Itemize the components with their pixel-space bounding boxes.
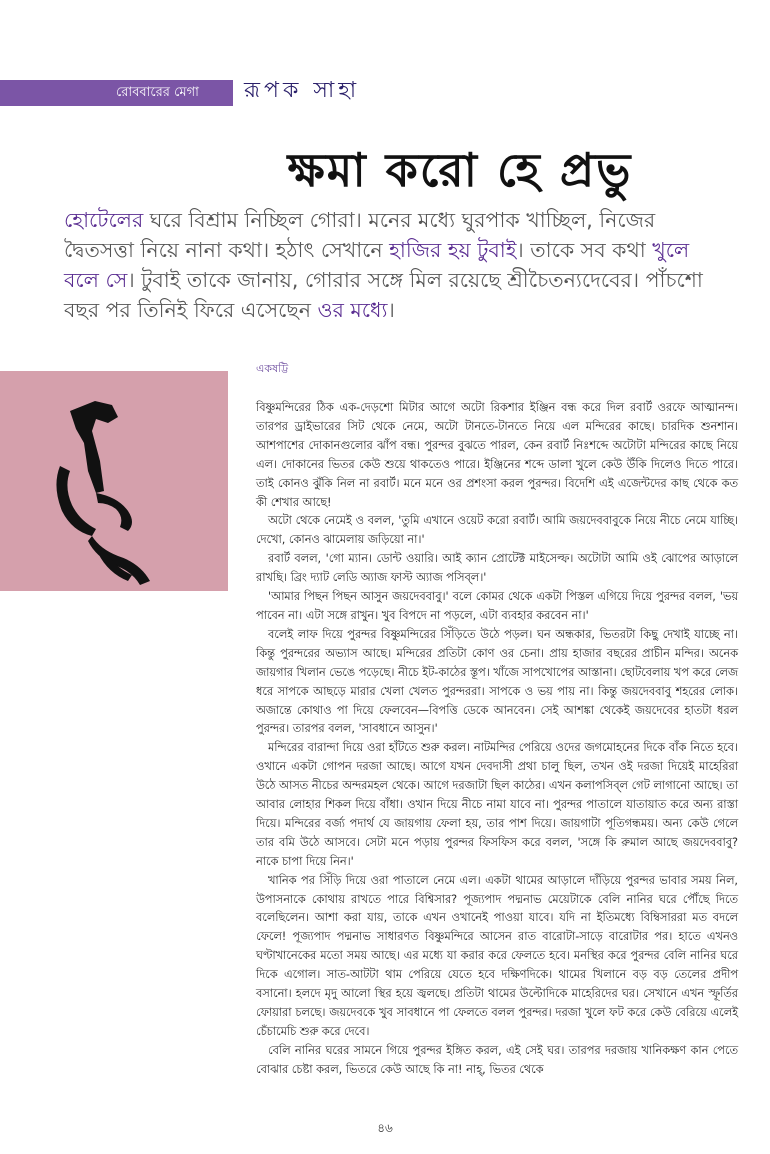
- body-paragraph: বলেই লাফ দিয়ে পুরন্দর বিষ্ণুমন্দিরের সিঁড়িতে উঠে পড়ল। ঘন অন্ধকার, ভিতরটা কিছু দেখাই যাচ্ছে না। কিন্তু পুরন্দরের অভ্যাস আছে। মন্দিরের প্রতিটা কোণ ওর চেনা। প্রায় হাজার বছরের প্রাচীন মন্দির। অনেক জায়গার খিলান ভেঙে পড়েছে। নীচে ইট-কাঠের স্তূপ। খাঁজে সাপখোপের আস্তানা। ছোটবেলায় খপ করে লেজ ধরে সাপকে আছড়ে মারার খেলা খেলত পুরন্দররা। সাপকে ও ভয় পায় না। কিন্তু জয়দেববাবু শহরের লোক। অজান্তে কোথাও পা দিয়ে ফেলবেন—বিপত্তি ডেকে আনবেন। সেই আশঙ্কা থেকেই জয়দেবের হাতটা ধরল পুরন্দর। তারপর বলল, 'সাবধানে আসুন।': [256, 627, 738, 736]
- page-number: ৪৬: [377, 1121, 393, 1135]
- article-body: [256, 399, 738, 1080]
- body-paragraph: রবার্ট বলল, 'গো ম্যান। ডোন্ট ওয়ারি। আই ক্যান প্রোটেক্ট মাইসেল্ফ। অটোটা আমি ওই ঝোপের আড়ালে রাখছি। ব্রিং দ্যাট লেডি অ্যাজ ফাস্ট অ্যাজ পসিব্‌ল।': [256, 552, 738, 585]
- intro-text: । তাকে সব কথা: [516, 238, 653, 262]
- intro-text: ঘরে বিশ্রাম নিচ্ছিল গোরা। মনের মধ্যে ঘুরপাক খাচ্ছিল, নিজের দ্বৈতসত্তা নিয়ে নানা কথা। হঠাৎ সেখানে: [64, 208, 656, 262]
- installment-tag: একষট্টি: [256, 362, 289, 375]
- intro-highlight: খুলে বলে সে: [64, 238, 690, 292]
- series-label: রোববারের মেগা: [116, 85, 199, 100]
- intro-summary: [64, 205, 724, 325]
- intro-highlight: হোটেলের: [64, 208, 144, 232]
- body-paragraph: বিষ্ণুমন্দিরের ঠিক এক-দেড়শো মিটার আগে অটো রিকশার ইঞ্জিন বন্ধ করে দিল রবার্ট ওরফে আত্মানন্দ। তারপর ড্রাইভারের সিট থেকে নেমে, অটো টানতে-টানতে নিয়ে এল মন্দিরের কাছে। চারদিক শুনশান। আশপাশের দোকানগুলোর ঝাঁপ বন্ধ। পুরন্দর বুঝতে পারল, কেন রবার্ট নিঃশব্দে অটোটা মন্দিরের কাছে নিয়ে এল। দোকানের ভিতর কেউ শুয়ে থাকতেও পারে। ইঞ্জিনের শব্দে ডালা খুলে কেউ উঁকি দিলেও দিতে পারে। তাই কোনও ঝুঁকি নিল না রবার্ট। মনে মনে ওর প্রশংসা করল পুরন্দর। বিদেশি এই এজেন্টদের কাছ থেকে কত কী শেখার আছে!: [256, 401, 738, 509]
- intro-text: ।: [387, 298, 395, 322]
- glyph-illustration: [0, 371, 228, 591]
- body-paragraph: বেলি নানির ঘরের সামনে গিয়ে পুরন্দর ইঙ্গিত করল, এই সেই ঘর। তারপর দরজায় খানিকক্ষণ কান পেতে বোঝার চেষ্টা করল, ভিতরে কেউ আছে কি না! নাহ্‌, ভিতর থেকে: [256, 1043, 738, 1076]
- article-title: ক্ষমা করো হে প্রভু: [287, 143, 633, 197]
- intro-highlight: হাজির হয় টুবাই: [389, 238, 517, 262]
- body-paragraph: অটো থেকে নেমেই ও বলল, 'তুমি এখানে ওয়েট করো রবার্ট। আমি জয়দেববাবুকে নিয়ে নীচে নেমে যাচ্ছি। দেখো, কোনও ঝামেলায় জড়িয়ো না।': [256, 514, 738, 547]
- intro-text: । টুবাই তাকে জানায়, গোরার সঙ্গে মিল রয়েছে শ্রীচৈতন্যদেবের। পাঁচশো বছর পর তিনিই ফিরে এসেছেন: [64, 268, 703, 322]
- body-paragraph: খানিক পর সিঁড়ি দিয়ে ওরা পাতালে নেমে এল। একটা থামের আড়ালে দাঁড়িয়ে পুরন্দর ভাবার সময় নিল, উপাসনাকে কোথায় রাখতে পারে বিশ্বিসার? পূজ্যপাদ পদ্মনাভ মেয়েটাকে বেলি নানির ঘরে পৌঁছে দিতে বলেছিলেন। আশা করা যায়, তাকে এখন ওখানেই পাওয়া যাবে। যদি না ইতিমধ্যে বিম্বিসাররা মত বদলে ফেলে! পূজ্যপাদ পদ্মনাভ সাধারণত বিষ্ণুমন্দিরে আসেন রাত বারোটা-সাড়ে বারোটার পর। হাতে এখনও ঘণ্টাখানেকের মতো সময় আছে। এর মধ্যে যা করার করে ফেলতে হবে। মনস্থির করে পুরন্দর বেলি নানির ঘরে দিকে এগোল। সাত-আটটা থাম পেরিয়ে যেতে হবে দক্ষিণদিকে। থামের খিলানে বড় বড় তেলের প্রদীপ বসানো। হলদে মৃদু আলো স্থির হয়ে জ্বলছে। প্রতিটা থামের উল্টোদিকে মাহেরিদের ঘর। সেখানে এখন স্ফূর্তির ফোয়ারা চলছে। জয়দেবকে খুব সাবধানে পা ফেলতে বলল পুরন্দর। দরজা খুলে ফট করে কেউ বেরিয়ে এলেই চেঁচামেচি শুরু করে দেবে।: [256, 873, 738, 1038]
- body-paragraph: 'আমার পিছন পিছন আসুন জয়দেববাবু।' বলে কোমর থেকে একটা পিস্তল এগিয়ে দিয়ে পুরন্দর বলল, 'ভয় পাবেন না। এটা সঙ্গে রাখুন। খুব বিপদে না পড়লে, এটা ব্যবহার করবেন না।': [256, 590, 738, 622]
- author-name: রূপক সাহা: [244, 78, 361, 103]
- body-paragraph: মন্দিরের বারান্দা দিয়ে ওরা হাঁটতে শুরু করল। নাটমন্দির পেরিয়ে ওদের জগমোহনের দিকে বাঁক নিতে হবে। ওখানে একটা গোপন দরজা আছে। আগে যখন দেবদাসী প্রথা চালু ছিল, তখন ওই দরজা দিয়েই মাহেরিরা উঠে আসত নীচের অন্দরমহল থেকে। আগে দরজাটা ছিল কাঠের। এখন কলাপসিব্‌ল গেট লাগানো আছে। তা আবার লোহার শিকল দিয়ে বাঁধা। ওখান দিয়ে নীচে নামা যাবে না। পুরন্দর পাতালে যাতায়াত করে অন্য রাস্তা দিয়ে। মন্দিরের বর্জ্য পদার্থ যে জায়গায় ফেলা হয়, তার পাশ দিয়ে। জায়গাটা পূতিগন্ধময়। অন্য কেউ গেলে তার বমি উঠে আসবে। সেটা মনে পড়ায় পুরন্দর ফিসফিস করে বলল, 'সঙ্গে কি রুমাল আছে জয়দেববাবু? নাকে চাপা দিয়ে নিন।': [256, 741, 738, 868]
- decorative-glyph-art: [0, 371, 228, 591]
- intro-highlight: ওর মধ্যে: [317, 298, 388, 322]
